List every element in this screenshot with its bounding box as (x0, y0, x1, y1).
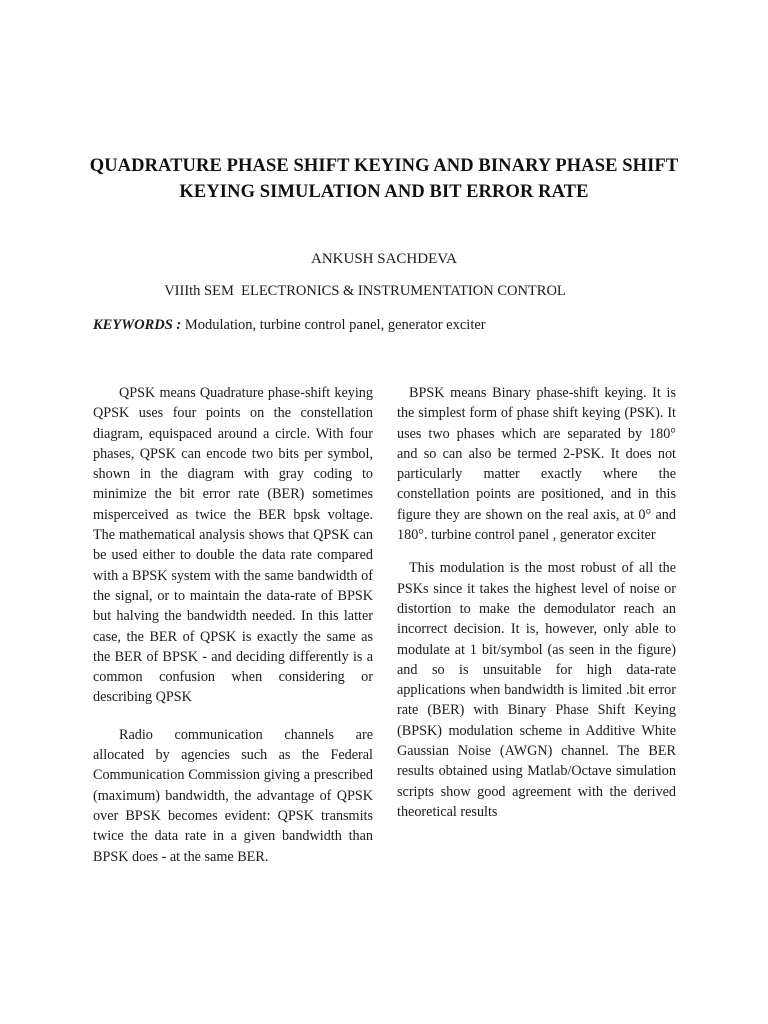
keywords-line (93, 315, 486, 335)
paragraph-bpsk-robustness: This modulation is the most robust of all the PSKs since it takes the highest level of noise or distortion to make the demodulator reach an incorrect decision. It is, however, only able to modulate at 1 bit/symbol (as seen in the figure) and so is unsuitable for high data-rate applications when bandwidth is limited .bit error rate (BER) with Binary Phase Shift Keying (BPSK) modulation scheme in Additive White Gaussian Noise (AWGN) channel. The BER results obtained using Matlab/Octave simulation scripts show good agreement with the derived theoretical results (397, 560, 676, 820)
paper-title (60, 153, 708, 205)
paragraph-radio-channels: Radio communication channels are allocated by agencies such as the Federal Communication Commission giving a prescribed (maximum) bandwidth, the advantage of QPSK over BPSK becomes evident: QPSK transmits twice the data rate in a given bandwidth than BPSK does - at the same BER. (93, 726, 373, 865)
keywords-text: Modulation, turbine control panel, generator exciter (181, 317, 486, 333)
paragraph-qpsk-intro: QPSK means Quadrature phase-shift keying QPSK uses four points on the constellation diagram, equispaced around a circle. With four phases, QPSK can encode two bits per symbol, shown in the diagram with gray coding to minimize the bit error rate (BER) sometimes misperceived as twice the BER bpsk voltage. The mathematical analysis shows that QPSK can be used either to double the data rate compared with a BPSK system with the same bandwidth of the signal, or to maintain the data-rate of BPSK but halving the bandwidth needed. In this latter case, the BER of QPSK is exactly the same as the BER of BPSK - and deciding differently is a common confusion when considering or describing QPSK (93, 385, 373, 706)
paper-title-line-1: QUADRATURE PHASE SHIFT KEYING AND BINARY PHASE SHIFT (89, 156, 679, 176)
author-affiliation: VIIIth SEM ELECTRONICS & INSTRUMENTATION CONTROL (164, 283, 566, 299)
right-column (397, 383, 676, 822)
paragraph-bpsk-intro: BPSK means Binary phase-shift keying. It is the simplest form of phase shift keying (PSK). It uses two phases which are separated by 180° and so can also be termed 2-PSK. It does not particularly matter exactly where the constellation points are positioned, and in this figure they are shown on the real axis, at 0° and 180°. turbine control panel , generator exciter (397, 385, 676, 544)
paper-title-line-2: KEYING SIMULATION AND BIT ERROR RATE (179, 182, 589, 202)
left-column (93, 383, 373, 867)
keywords-label: KEYWORDS : (93, 317, 182, 333)
author-name: ANKUSH SACHDEVA (311, 251, 457, 267)
